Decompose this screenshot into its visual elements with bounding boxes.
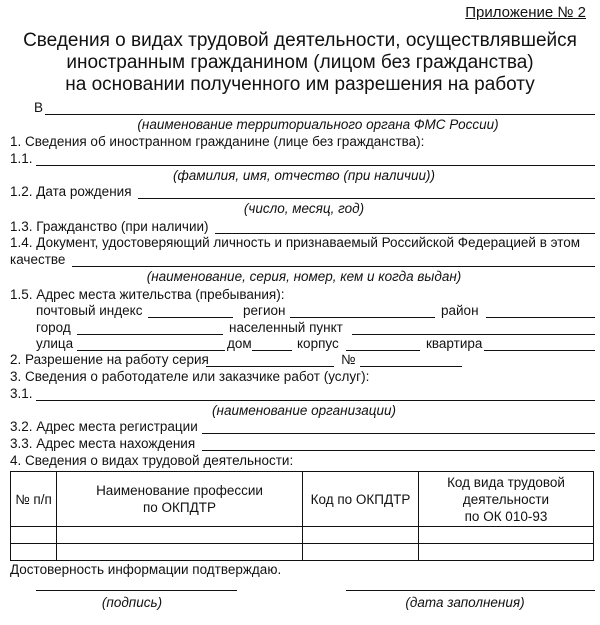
id-document-label: 1.4. Документ, удостоверяющий личность и признаваемый Российской Федерацией в этом bbox=[10, 235, 581, 250]
id-document-field[interactable] bbox=[72, 266, 595, 267]
table-cell[interactable] bbox=[303, 527, 419, 544]
postal-code-label: почтовый индекс bbox=[36, 303, 143, 318]
id-document-label-cont: качестве bbox=[10, 252, 66, 267]
settlement-field[interactable] bbox=[352, 334, 595, 335]
to-prefix: В bbox=[34, 100, 44, 115]
fill-date-caption: (дата заполнения) bbox=[405, 595, 525, 610]
apartment-label: квартира bbox=[426, 336, 483, 351]
authority-field[interactable] bbox=[45, 114, 595, 115]
section-4-heading: 4. Сведения о видах трудовой деятельности: bbox=[10, 453, 294, 468]
registration-address-field[interactable] bbox=[202, 433, 595, 434]
city-field[interactable] bbox=[77, 334, 223, 335]
postal-code-field[interactable] bbox=[148, 317, 233, 318]
form-title-line-1: Сведения о видах трудовой деятельности, осуществлявшейся bbox=[23, 30, 577, 51]
registration-address-label: 3.2. Адрес места регистрации bbox=[10, 419, 198, 434]
work-permit-number-field[interactable] bbox=[360, 366, 462, 367]
birth-date-label: 1.2. Дата рождения bbox=[10, 184, 132, 199]
apartment-field[interactable] bbox=[484, 350, 595, 351]
citizenship-label: 1.3. Гражданство (при наличии) bbox=[10, 219, 209, 234]
table-cell[interactable] bbox=[419, 527, 594, 544]
signature-caption: (подпись) bbox=[101, 595, 163, 610]
section-1-heading: 1. Сведения об иностранном гражданине (лице без гражданства): bbox=[10, 134, 425, 149]
city-label: город bbox=[36, 320, 71, 335]
header-activity-code bbox=[419, 472, 594, 527]
section-1-1-label: 1.1. bbox=[10, 151, 33, 166]
work-permit-series-field[interactable] bbox=[206, 366, 334, 367]
table-cell[interactable] bbox=[303, 544, 419, 561]
location-address-field[interactable] bbox=[202, 450, 595, 451]
section-3-1-label: 3.1. bbox=[10, 386, 33, 401]
appendix-label: Приложение № 2 bbox=[465, 4, 586, 21]
header-activity-code-line-2: деятельности bbox=[462, 491, 550, 507]
confirmation-text: Достоверность информации подтверждаю. bbox=[10, 562, 282, 577]
region-field[interactable] bbox=[290, 317, 435, 318]
street-field[interactable] bbox=[77, 350, 225, 351]
settlement-label: населенный пункт bbox=[229, 320, 343, 335]
header-profession-line-2: по ОКПДТР bbox=[142, 500, 217, 515]
citizenship-field[interactable] bbox=[215, 233, 595, 234]
building-label: корпус bbox=[297, 336, 339, 351]
work-permit-number-label: № bbox=[341, 352, 356, 367]
organization-field[interactable] bbox=[36, 400, 595, 401]
table-row bbox=[11, 544, 594, 561]
id-document-caption: (наименование, серия, номер, кем и когда выдан) bbox=[146, 269, 462, 284]
table-row bbox=[11, 527, 594, 544]
work-permit-label: 2. Разрешение на работу серия bbox=[10, 352, 209, 367]
table-cell[interactable] bbox=[11, 527, 57, 544]
section-3-heading: 3. Сведения о работодателе или заказчике работ (услуг): bbox=[10, 369, 370, 384]
fill-date-field[interactable] bbox=[346, 590, 595, 591]
birth-date-field[interactable] bbox=[138, 198, 595, 199]
header-profession bbox=[57, 472, 303, 527]
location-address-label: 3.3. Адрес места нахождения bbox=[10, 436, 196, 451]
signature-field[interactable] bbox=[36, 590, 237, 591]
header-profession-line-1: Наименование профессии bbox=[96, 483, 263, 498]
table-cell[interactable] bbox=[419, 544, 594, 561]
form-title-line-2: иностранным гражданином (лицом без гражданства) bbox=[66, 52, 534, 73]
table-cell[interactable] bbox=[57, 544, 303, 561]
table-header-row bbox=[11, 472, 594, 527]
organization-caption: (наименование организации) bbox=[212, 403, 396, 418]
header-activity-code-line-3: по ОК 010-93 bbox=[464, 508, 548, 524]
region-label: регион bbox=[243, 303, 286, 318]
authority-caption: (наименование территориального органа ФМС России) bbox=[137, 117, 499, 132]
birth-date-caption: (число, месяц, год) bbox=[243, 201, 365, 216]
full-name-caption: (фамилия, имя, отчество (при наличии)) bbox=[172, 168, 436, 183]
table-cell[interactable] bbox=[57, 527, 303, 544]
street-label: улица bbox=[36, 336, 74, 351]
form-title-line-3: на основании полученного им разрешения на работу bbox=[65, 74, 535, 95]
header-okpdtr-code: Код по ОКПДТР bbox=[303, 472, 419, 527]
district-field[interactable] bbox=[486, 317, 595, 318]
activity-table bbox=[10, 471, 594, 561]
header-activity-code-line-1: Код вида трудовой bbox=[447, 474, 565, 490]
full-name-field[interactable] bbox=[36, 165, 595, 166]
table-cell[interactable] bbox=[11, 544, 57, 561]
district-label: район bbox=[441, 303, 479, 318]
residence-address-heading: 1.5. Адрес места жительства (пребывания): bbox=[10, 287, 285, 302]
header-number: № п/п bbox=[11, 472, 57, 527]
house-field[interactable] bbox=[252, 350, 292, 351]
house-label: дом bbox=[227, 336, 252, 351]
building-field[interactable] bbox=[346, 350, 420, 351]
